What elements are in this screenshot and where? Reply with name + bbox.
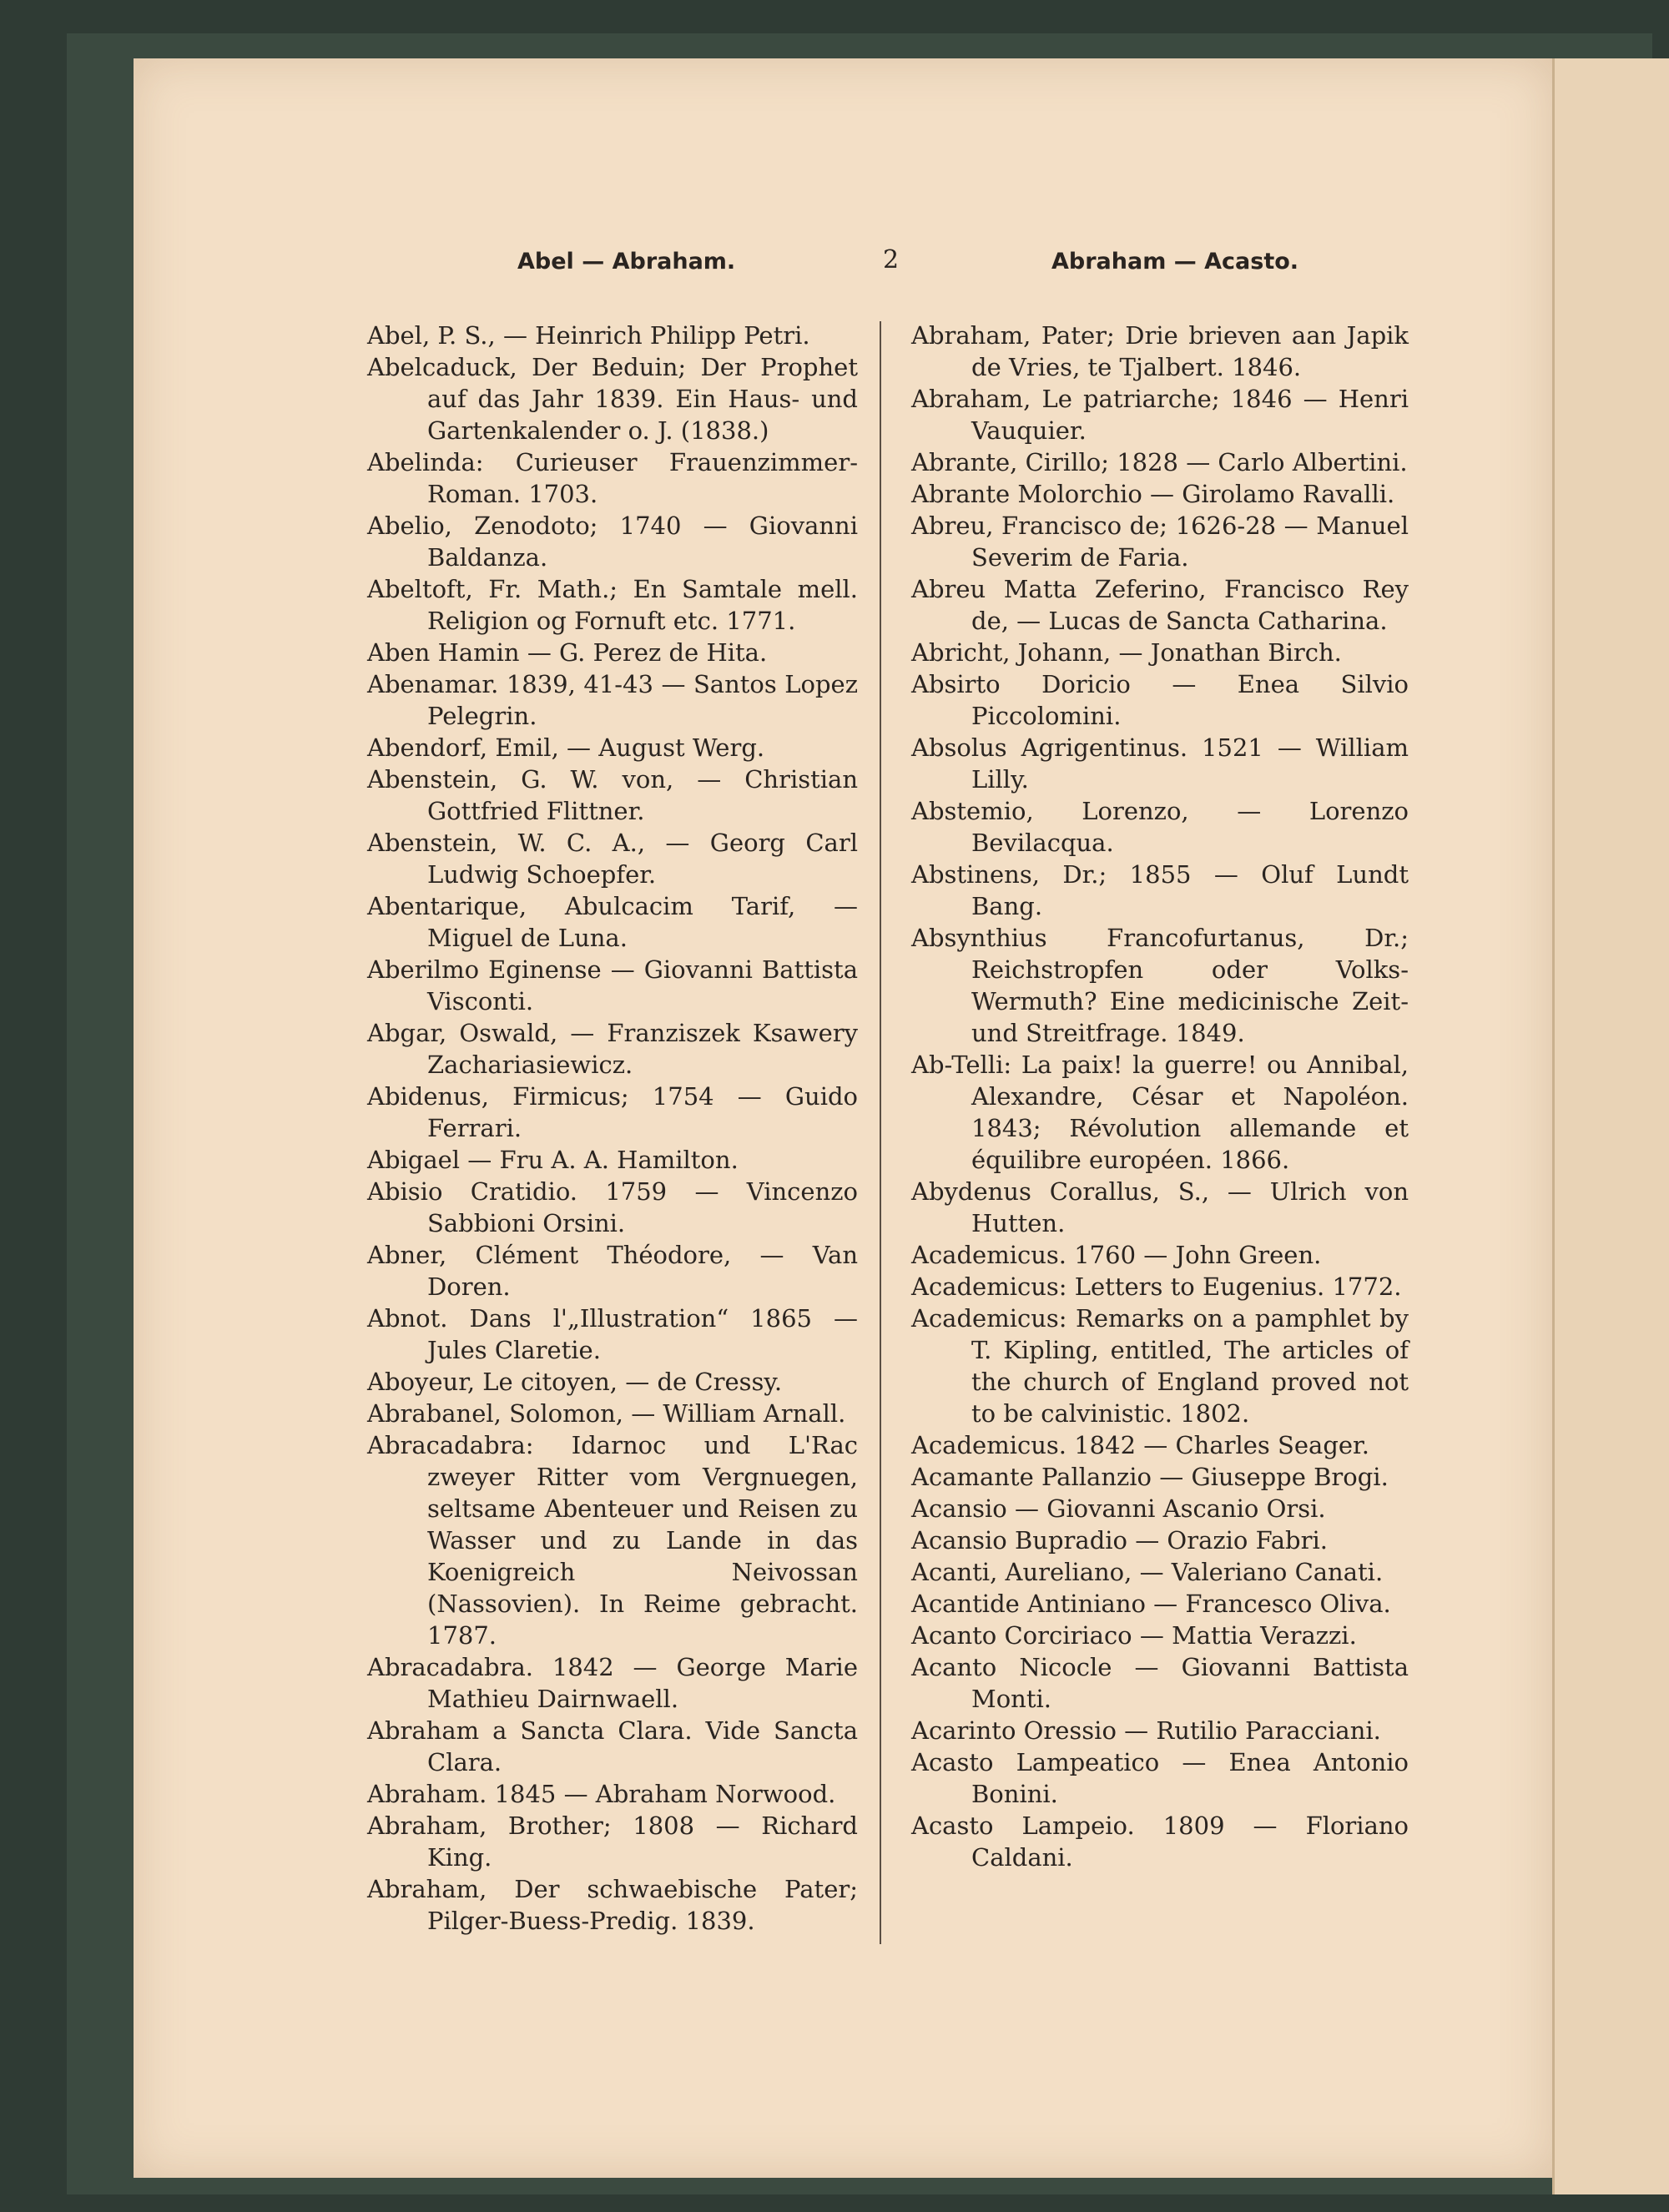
entry: Abricht, Johann, — Jonathan Birch. <box>911 638 1342 667</box>
page-number: 2 <box>883 245 900 275</box>
right-column <box>911 320 1409 1873</box>
entry: Acantide Antiniano — Francesco Oliva. <box>911 1590 1391 1618</box>
entry: Abidenus, Firmicus; 1754 — Guido Ferrari. <box>367 1082 858 1142</box>
entry: Abenstein, G. W. von, — Christian Gottfried Flittner. <box>367 765 858 825</box>
entry: Abelcaduck, Der Beduin; Der Prophet auf das Jahr 1839. Ein Haus- und Gartenkalender o. J. (1838.) <box>367 353 858 445</box>
entry: Acamante Pallanzio — Giuseppe Brogi. <box>911 1463 1389 1491</box>
entry: Acarinto Oressio — Rutilio Paracciani. <box>911 1716 1381 1745</box>
header-left: Abel — Abraham. <box>517 249 736 275</box>
entry: Abenstein, W. C. A., — Georg Carl Ludwig Schoepfer. <box>367 829 858 889</box>
entry: Academicus: Letters to Eugenius. 1772. <box>911 1272 1402 1301</box>
entry: Acanti, Aureliano, — Valeriano Canati. <box>911 1558 1384 1586</box>
entry: Abrabanel, Solomon, — William Arnall. <box>367 1399 846 1428</box>
entry: Abisio Cratidio. 1759 — Vincenzo Sabbioni Orsini. <box>367 1177 858 1237</box>
entry: Acansio — Giovanni Ascanio Orsi. <box>911 1494 1326 1523</box>
entry: Aben Hamin — G. Perez de Hita. <box>367 638 768 667</box>
entry: Abracadabra. 1842 — George Marie Mathieu Dairnwaell. <box>367 1653 858 1713</box>
entry: Abgar, Oswald, — Franziszek Ksawery Zachariasiewicz. <box>367 1019 858 1079</box>
entry: Abentarique, Abulcacim Tarif, — Miguel de Luna. <box>367 892 858 952</box>
entry: Abigael — Fru A. A. Hamilton. <box>367 1146 739 1174</box>
left-column <box>367 320 858 1937</box>
header-right: Abraham — Acasto. <box>1051 249 1299 275</box>
entry: Ab-Telli: La paix! la guerre! ou Annibal, Alexandre, César et Napoléon. 1843; Révolution allemande et équilibre européen. 1866. <box>911 1051 1409 1174</box>
entry: Abendorf, Emil, — August Werg. <box>367 733 765 762</box>
entry: Abelio, Zenodoto; 1740 — Giovanni Baldanza. <box>367 511 858 572</box>
entry: Abraham. 1845 — Abraham Norwood. <box>367 1780 836 1808</box>
entry: Abreu Matta Zeferino, Francisco Rey de, — Lucas de Sancta Catharina. <box>911 575 1409 635</box>
entry: Absirto Doricio — Enea Silvio Piccolomini. <box>911 670 1409 730</box>
entry: Abraham, Brother; 1808 — Richard King. <box>367 1811 858 1872</box>
entry: Abraham a Sancta Clara. Vide Sancta Clara. <box>367 1716 858 1776</box>
entry: Abel, P. S., — Heinrich Philipp Petri. <box>367 321 810 350</box>
entry: Abraham, Le patriarche; 1846 — Henri Vauquier. <box>911 385 1409 445</box>
entry: Abreu, Francisco de; 1626-28 — Manuel Severim de Faria. <box>911 511 1409 572</box>
entry: Abstemio, Lorenzo, — Lorenzo Bevilacqua. <box>911 797 1409 857</box>
entry: Acanto Corciriaco — Mattia Verazzi. <box>911 1621 1357 1650</box>
entry: Academicus: Remarks on a pamphlet by T. Kipling, entitled, The articles of the church of England proved not to be calvinistic. 1802. <box>911 1304 1409 1428</box>
entry: Abrante Molorchio — Girolamo Ravalli. <box>911 480 1395 508</box>
entry: Abeltoft, Fr. Math.; En Samtale mell. Religion og Fornuft etc. 1771. <box>367 575 858 635</box>
entry: Abenamar. 1839, 41-43 — Santos Lopez Pelegrin. <box>367 670 858 730</box>
entry: Aboyeur, Le citoyen, — de Cressy. <box>367 1368 783 1396</box>
entry: Abrante, Cirillo; 1828 — Carlo Albertini. <box>911 448 1408 476</box>
entry: Acansio Bupradio — Orazio Fabri. <box>911 1526 1328 1554</box>
entry: Academicus. 1760 — John Green. <box>911 1241 1322 1269</box>
entry: Abnot. Dans l'„Illustration“ 1865 — Jules Claretie. <box>367 1304 858 1364</box>
entry: Abstinens, Dr.; 1855 — Oluf Lundt Bang. <box>911 860 1409 920</box>
entry: Aberilmo Eginense — Giovanni Battista Visconti. <box>367 955 858 1015</box>
entry: Abracadabra: Idarnoc und L'Rac zweyer Ritter vom Vergnuegen, seltsame Abenteuer und Reisen zu Wasser und zu Lande in das Koenigreich Neivossan (Nassovien). In Reime gebracht. 1787. <box>367 1431 858 1650</box>
column-divider <box>880 321 881 1944</box>
entry: Acasto Lampeatico — Enea Antonio Bonini. <box>911 1748 1409 1808</box>
entry: Abner, Clément Théodore, — Van Doren. <box>367 1241 858 1301</box>
facing-page-edge <box>1552 58 1669 2194</box>
entry: Abydenus Corallus, S., — Ulrich von Hutten. <box>911 1177 1409 1237</box>
entry: Absolus Agrigentinus. 1521 — William Lilly. <box>911 733 1409 794</box>
entry: Abraham, Der schwaebische Pater; Pilger-Buess-Predig. 1839. <box>367 1875 858 1935</box>
entry: Abelinda: Curieuser Frauenzimmer-Roman. 1703. <box>367 448 858 508</box>
entry: Acasto Lampeio. 1809 — Floriano Caldani. <box>911 1811 1409 1872</box>
entry: Absynthius Francofurtanus, Dr.; Reichstropfen oder Volks-Wermuth? Eine medicinische Zeit- und Streitfrage. 1849. <box>911 924 1409 1047</box>
entry: Abraham, Pater; Drie brieven aan Japik de Vries, te Tjalbert. 1846. <box>911 321 1409 381</box>
entry: Academicus. 1842 — Charles Seager. <box>911 1431 1369 1459</box>
running-header <box>0 245 1669 290</box>
entry: Acanto Nicocle — Giovanni Battista Monti. <box>911 1653 1409 1713</box>
